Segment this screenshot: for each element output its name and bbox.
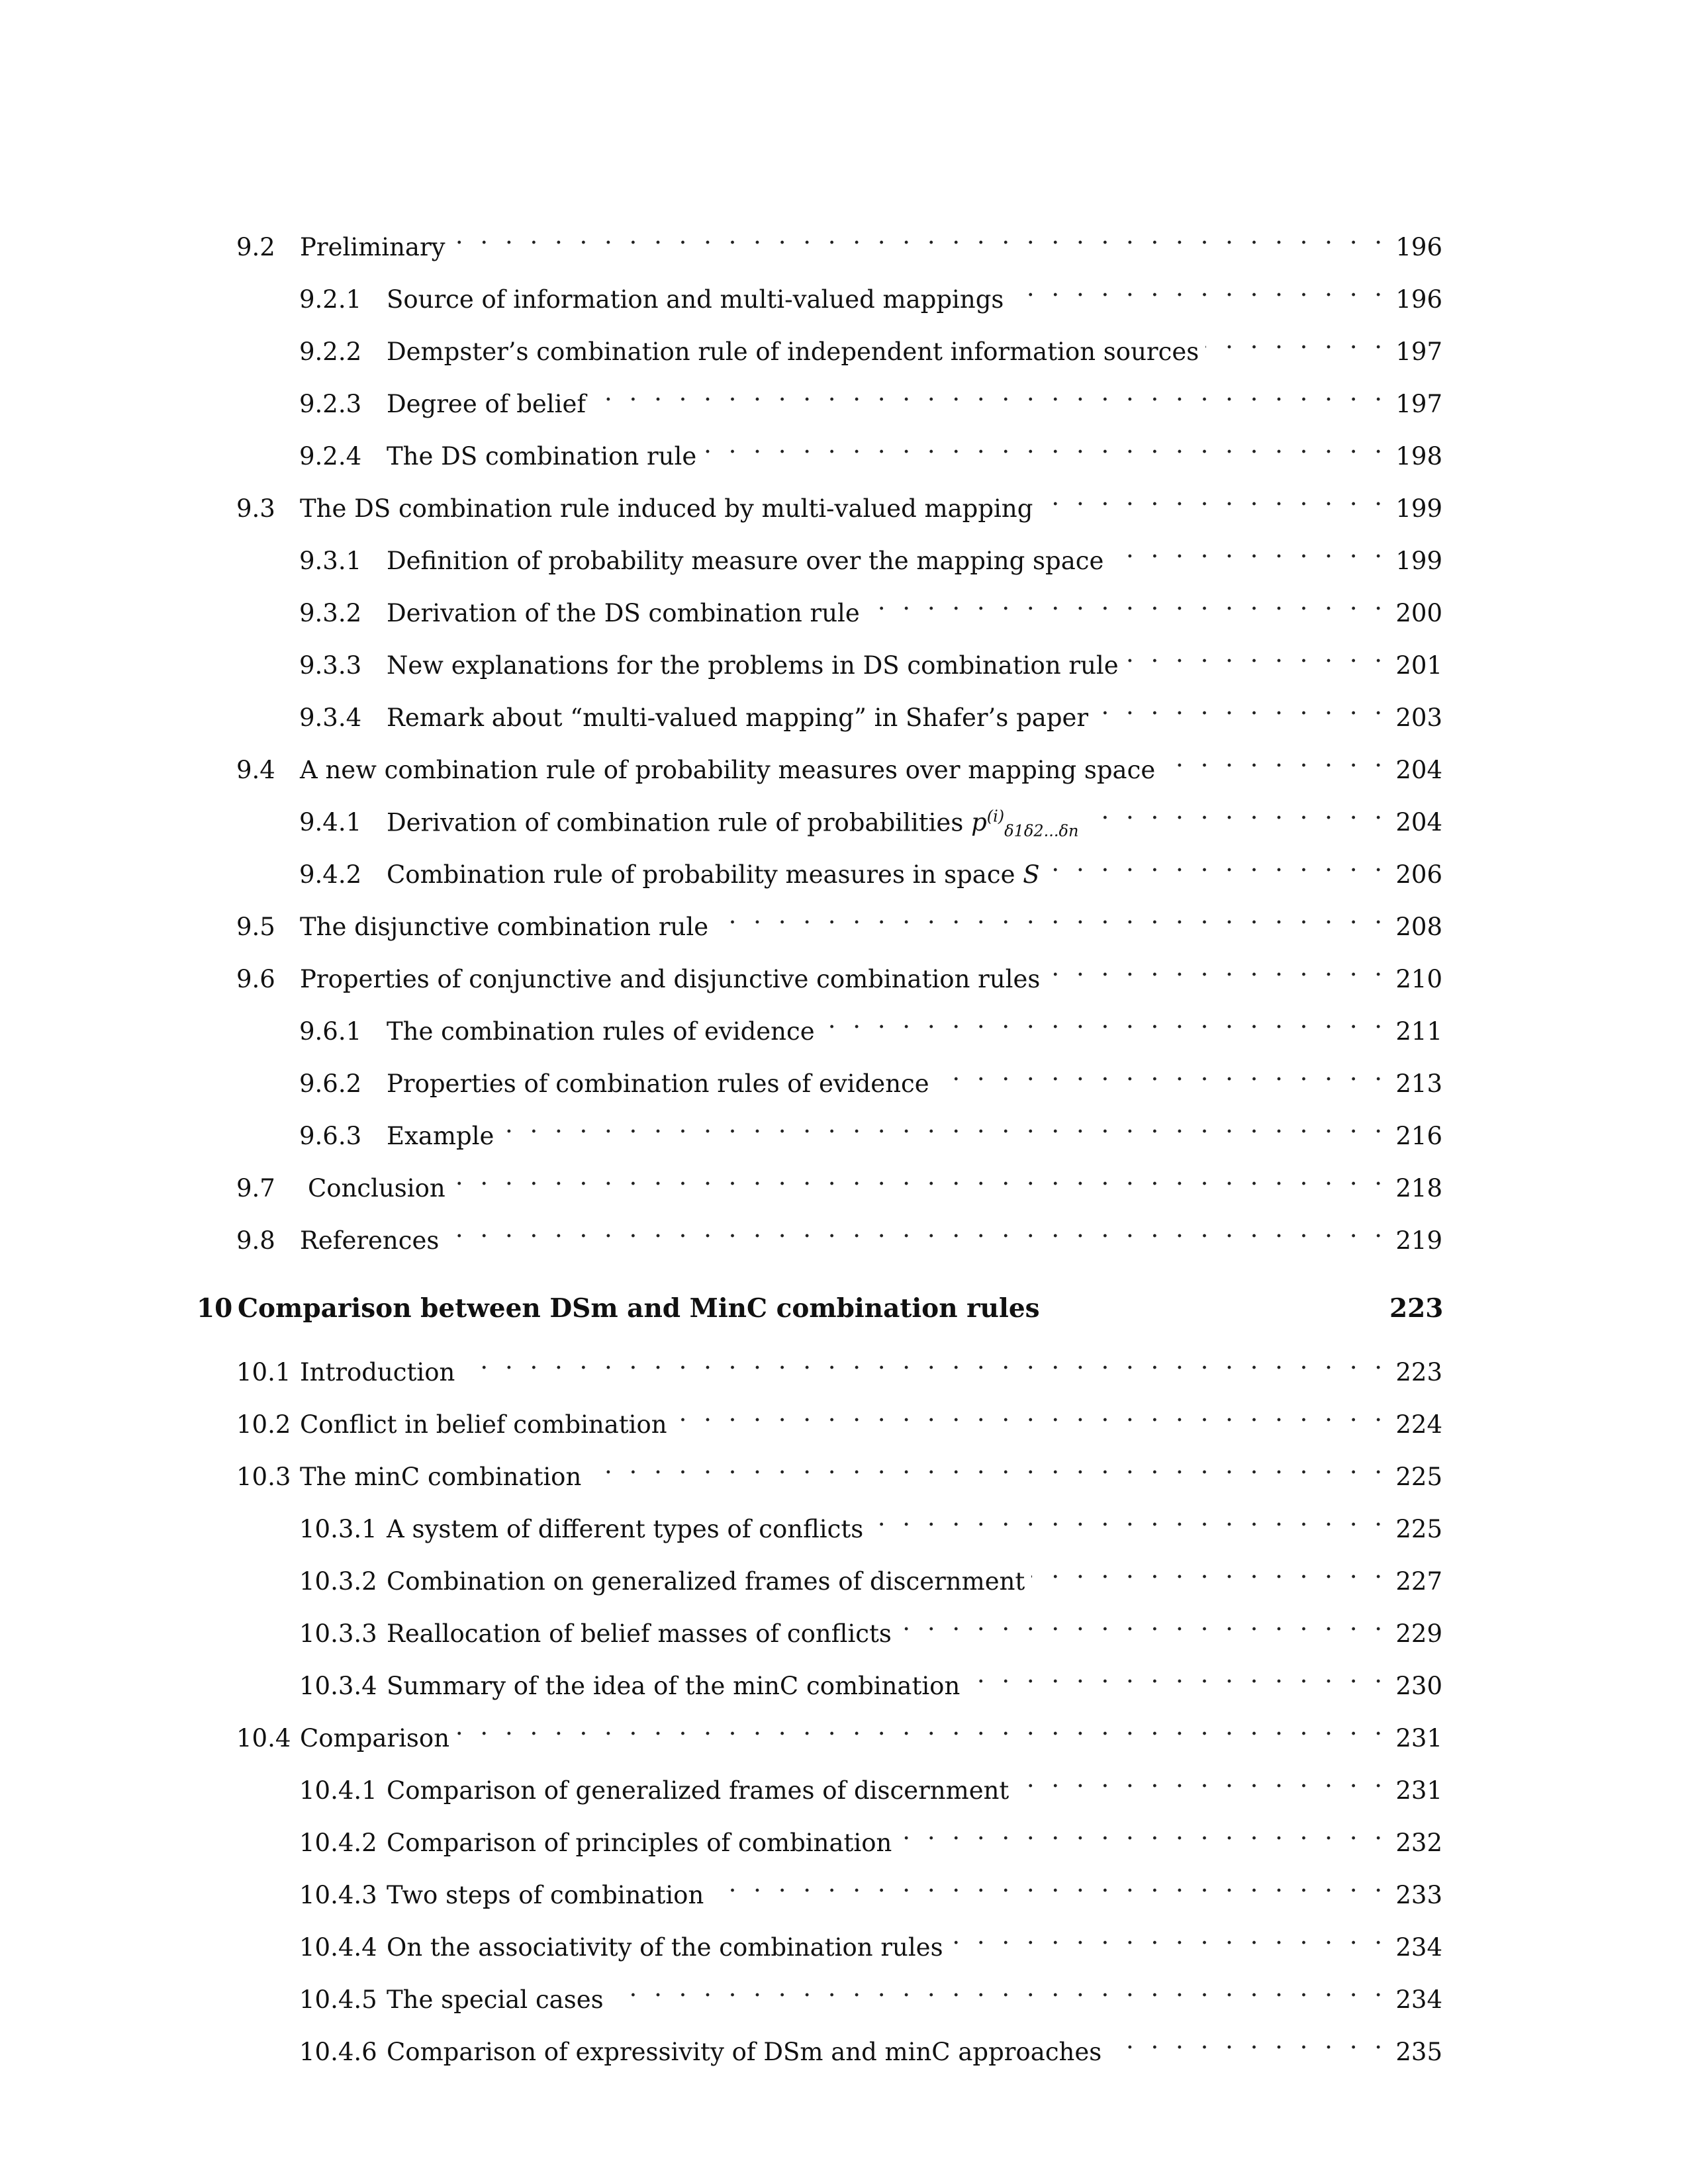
entry-page: 203 [1395, 704, 1442, 732]
leader-dots [703, 425, 1389, 465]
leader-dots [452, 216, 1389, 255]
toc-entry-9-7[interactable] [236, 1157, 1442, 1203]
entry-page: 211 [1395, 1017, 1442, 1046]
entry-title: The DS combination rule [387, 442, 697, 471]
leader-dots [1085, 791, 1389, 831]
entry-page: 201 [1395, 651, 1442, 680]
toc-entry-9-4-2[interactable] [299, 843, 1442, 889]
entry-title: Definition of probability measure over the mapping space [387, 547, 1104, 575]
leader-dots [1110, 529, 1389, 569]
leader-dots [1162, 739, 1389, 778]
toc-entry-9-3-3[interactable] [299, 634, 1442, 680]
leader-dots [1205, 320, 1389, 360]
entry-title: Derivation of the DS combination rule [387, 599, 860, 627]
entry-number: 10.4.3 [299, 1881, 377, 1909]
entry-page: 231 [1395, 1724, 1442, 1752]
entry-number: 10.3.4 [299, 1672, 377, 1700]
entry-number: 9.3.4 [299, 704, 362, 732]
entry-title: Properties of conjunctive and disjunctive combination rules [300, 965, 1041, 993]
entry-page: 234 [1395, 1933, 1442, 1962]
chapter-page: 223 [1389, 1293, 1444, 1324]
entry-page: 196 [1395, 285, 1442, 314]
entry-page: 206 [1395, 860, 1442, 889]
entry-page: 219 [1395, 1226, 1442, 1255]
entry-number: 10.1 [236, 1358, 291, 1387]
entry-number: 10.3.1 [299, 1515, 377, 1543]
entry-number: 9.3.2 [299, 599, 362, 627]
toc-entry-9-5[interactable] [236, 895, 1442, 941]
leader-dots [588, 1445, 1389, 1485]
toc-entry-10-4-3[interactable] [299, 1864, 1442, 1909]
toc-entry-9-6-1[interactable] [299, 1000, 1442, 1046]
entry-number: 10.4.4 [299, 1933, 377, 1962]
entry-number: 10.3 [236, 1463, 291, 1491]
entry-number: 10.4.2 [299, 1829, 377, 1857]
leader-dots [592, 373, 1389, 412]
toc-entry-10-4-5[interactable] [299, 1968, 1442, 2014]
toc-entry-9-2-1[interactable] [299, 268, 1442, 314]
entry-page: 216 [1395, 1122, 1442, 1150]
entry-page: 225 [1395, 1515, 1442, 1543]
entry-number: 10.4.6 [299, 2038, 377, 2066]
entry-number: 10.3.2 [299, 1567, 377, 1596]
chapter-title: Comparison between DSm and MinC combination rules [238, 1293, 1040, 1324]
leader-dots [452, 1157, 1389, 1197]
entry-number: 9.8 [236, 1226, 275, 1255]
leader-dots [715, 895, 1389, 935]
entry-title: Degree of belief [387, 390, 586, 418]
entry-title: A system of different types of conflicts [387, 1515, 864, 1543]
entry-page: 225 [1395, 1463, 1442, 1491]
entry-number: 9.5 [236, 913, 275, 941]
entry-title: Summary of the idea of the minC combination [387, 1672, 961, 1700]
entry-title: Source of information and multi-valued mappings [387, 285, 1004, 314]
entry-title: Comparison of principles of combination [387, 1829, 892, 1857]
leader-dots [898, 1811, 1389, 1851]
leader-dots [821, 1000, 1389, 1040]
leader-dots [1039, 477, 1389, 517]
entry-number: 9.2.2 [299, 338, 362, 366]
entry-page: 199 [1395, 494, 1442, 523]
entry-page: 235 [1395, 2038, 1442, 2066]
leader-dots [461, 1341, 1389, 1381]
entry-title: Introduction [300, 1358, 455, 1387]
entry-page: 233 [1395, 1881, 1442, 1909]
entry-title [387, 855, 1047, 895]
entry-page: 208 [1395, 913, 1442, 941]
entry-page: 204 [1395, 808, 1442, 837]
toc-entry-10-4-4[interactable] [299, 1916, 1442, 1962]
entry-page: 232 [1395, 1829, 1442, 1857]
entry-page: 200 [1395, 599, 1442, 627]
toc-entry-9-6-2[interactable] [299, 1052, 1442, 1098]
toc-entry-9-6[interactable] [236, 948, 1442, 993]
toc-entry-9-2-3[interactable] [299, 373, 1442, 418]
toc-entry-9-2[interactable] [236, 216, 1442, 261]
leader-dots [870, 1498, 1389, 1537]
leader-dots [445, 1209, 1389, 1249]
entry-page: 204 [1395, 756, 1442, 784]
entry-title: New explanations for the problems in DS combination rule [387, 651, 1119, 680]
leader-dots [610, 1968, 1389, 2008]
toc-entry-9-2-4[interactable] [299, 425, 1442, 471]
entry-title: Properties of combination rules of evidence [387, 1069, 929, 1098]
toc-entry-10-4-1[interactable] [299, 1759, 1442, 1805]
toc-entry-9-6-3[interactable] [299, 1105, 1442, 1150]
toc-entry-9-3-1[interactable] [299, 529, 1442, 575]
entry-page: 196 [1395, 233, 1442, 261]
entry-title: References [300, 1226, 440, 1255]
toc-entry-9-4-1[interactable] [299, 791, 1442, 841]
entry-title: A new combination rule of probability measures over mapping space [300, 756, 1156, 784]
entry-title: Conclusion [308, 1174, 445, 1203]
entry-title: Comparison of generalized frames of discernment [387, 1776, 1009, 1805]
entry-page: 199 [1395, 547, 1442, 575]
leader-dots [1031, 1550, 1389, 1590]
leader-dots [1047, 843, 1389, 883]
entry-title: The combination rules of evidence [387, 1017, 815, 1046]
math-symbol-p [971, 807, 1079, 841]
toc-entry-9-3-2[interactable] [299, 582, 1442, 627]
toc-chapter-10[interactable] [197, 1289, 1442, 1328]
entry-title: Example [387, 1122, 494, 1150]
entry-title: Comparison [300, 1724, 450, 1752]
entry-title: Combination on generalized frames of discernment [387, 1567, 1025, 1596]
entry-page: 234 [1395, 1985, 1442, 2014]
toc-entry-9-4[interactable] [236, 739, 1442, 784]
toc-entry-10-1[interactable] [236, 1341, 1442, 1387]
entry-number: 9.7 [236, 1174, 275, 1203]
entry-number: 10.2 [236, 1410, 291, 1439]
entry-title: Reallocation of belief masses of conflicts [387, 1619, 892, 1648]
leader-dots [966, 1655, 1389, 1694]
leader-dots [500, 1105, 1389, 1144]
entry-title: Conflict in belief combination [300, 1410, 667, 1439]
leader-dots [898, 1602, 1389, 1642]
entry-title: The DS combination rule induced by multi-valued mapping [300, 494, 1033, 523]
entry-number: 9.6.3 [299, 1122, 362, 1150]
entry-page: 223 [1395, 1358, 1442, 1387]
toc-entry-10-3[interactable] [236, 1445, 1442, 1491]
leader-dots [456, 1707, 1389, 1747]
math-subscript: δ1δ2...δn [1004, 821, 1079, 841]
entry-page: 213 [1395, 1069, 1442, 1098]
toc-entry-10-4-2[interactable] [299, 1811, 1442, 1857]
toc-entry-9-3-4[interactable] [299, 686, 1442, 732]
entry-number: 9.2.1 [299, 285, 362, 314]
entry-page: 231 [1395, 1776, 1442, 1805]
entry-number: 9.4.2 [299, 860, 362, 889]
leader-dots [1108, 2021, 1389, 2060]
entry-title-text: Derivation of combination rule of probabilities [387, 808, 964, 837]
entry-number: 10.4.1 [299, 1776, 377, 1805]
leader-dots [950, 1916, 1389, 1956]
entry-page: 210 [1395, 965, 1442, 993]
leader-dots [1010, 268, 1389, 308]
entry-number: 9.2 [236, 233, 275, 261]
entry-title: Preliminary [300, 233, 445, 261]
entry-page: 229 [1395, 1619, 1442, 1648]
entry-page: 224 [1395, 1410, 1442, 1439]
entry-number: 9.6.2 [299, 1069, 362, 1098]
entry-number: 9.3.3 [299, 651, 362, 680]
math-base: p [971, 808, 987, 837]
entry-page: 197 [1395, 338, 1442, 366]
entry-title: On the associativity of the combination rules [387, 1933, 943, 1962]
leader-dots [1015, 1759, 1389, 1799]
entry-number: 9.2.3 [299, 390, 362, 418]
entry-page: 197 [1395, 390, 1442, 418]
math-superscript: (i) [986, 807, 1005, 826]
entry-number: 10.3.3 [299, 1619, 377, 1648]
entry-number: 9.6 [236, 965, 275, 993]
leader-dots [936, 1052, 1389, 1092]
entry-page: 218 [1395, 1174, 1442, 1203]
leader-dots [674, 1393, 1389, 1433]
entry-title: Remark about “multi-valued mapping” in Shafer’s paper [387, 704, 1089, 732]
entry-title: Two steps of combination [387, 1881, 704, 1909]
entry-title: The special cases [387, 1985, 604, 2014]
entry-number: 9.4.1 [299, 808, 362, 837]
leader-dots [1095, 686, 1389, 726]
toc-entry-10-2[interactable] [236, 1393, 1442, 1439]
entry-number: 9.4 [236, 756, 275, 784]
toc-entry-10-3-1[interactable] [299, 1498, 1442, 1543]
leader-dots [867, 582, 1389, 621]
leader-dots [1047, 948, 1389, 987]
entry-number: 9.3.1 [299, 547, 362, 575]
leader-dots [710, 1864, 1389, 1903]
entry-number: 10.4 [236, 1724, 291, 1752]
chapter-number: 10 [197, 1293, 233, 1324]
entry-title: The disjunctive combination rule [300, 913, 709, 941]
entry-number: 9.6.1 [299, 1017, 362, 1046]
entry-title: The minC combination [300, 1463, 582, 1491]
toc-entry-10-3-2[interactable] [299, 1550, 1442, 1596]
toc-entry-10-4-6[interactable] [299, 2021, 1442, 2066]
entry-title: Dempster’s combination rule of independent information sources [387, 338, 1199, 366]
entry-page: 198 [1395, 442, 1442, 471]
entry-title-text: Combination rule of probability measures in space [387, 860, 1015, 889]
entry-number: 9.3 [236, 494, 275, 523]
toc-entry-9-3[interactable] [236, 477, 1442, 523]
entry-number: 10.4.5 [299, 1985, 377, 2014]
toc-entry-9-8[interactable] [236, 1209, 1442, 1255]
toc-entry-10-4[interactable] [236, 1707, 1442, 1752]
toc-entry-9-2-2[interactable] [299, 320, 1442, 366]
entry-number: 9.2.4 [299, 442, 362, 471]
toc-entry-10-3-3[interactable] [299, 1602, 1442, 1648]
entry-title: Comparison of expressivity of DSm and minC approaches [387, 2038, 1102, 2066]
entry-page: 230 [1395, 1672, 1442, 1700]
math-symbol-s: S [1023, 860, 1040, 889]
leader-dots [1125, 634, 1389, 674]
toc-entry-10-3-4[interactable] [299, 1655, 1442, 1700]
entry-page: 227 [1395, 1567, 1442, 1596]
